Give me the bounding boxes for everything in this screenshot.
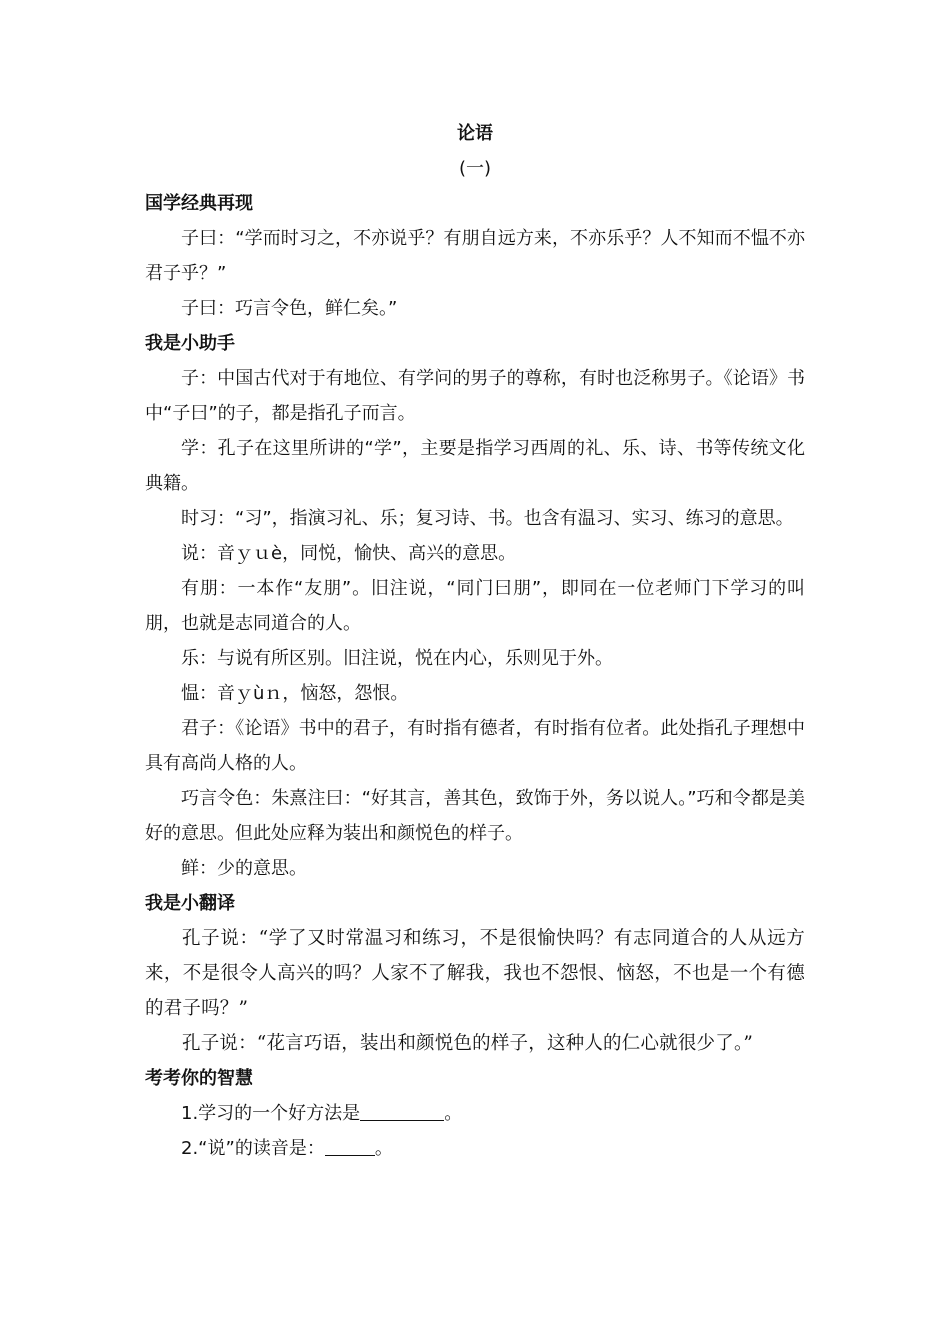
- annotation-paragraph: 乐：与说有所区别。旧注说，悦在内心，乐则见于外。: [181, 648, 613, 669]
- annotation-paragraph: 巧言令色：朱熹注曰：“好其言，善其色，致饰于外，务以说人。”巧和令都是美好的意思。但此处应释为装出和颜悦色的样子。: [145, 788, 805, 844]
- section-heading-helper: 我是小助手: [145, 333, 235, 354]
- annotation-paragraph: 愠：音ｙùｎ，恼怒，怨恨。: [181, 683, 409, 704]
- classic-text-paragraph: 子曰：“学而时习之，不亦说乎？有朋自远方来，不亦乐乎？人不知而不愠不亦君子乎？”: [145, 228, 805, 284]
- document-subtitle: (一): [458, 158, 492, 179]
- classic-text-paragraph: 子曰：巧言令色，鲜仁矣。”: [181, 298, 398, 319]
- document-body: [145, 116, 805, 1166]
- quiz-item-1: [145, 1096, 805, 1131]
- quiz-item-2: [145, 1131, 805, 1166]
- translation-paragraph: 孔子说：“学了又时常温习和练习，不是很愉快吗？有志同道合的人从远方来，不是很令人高兴的吗？人家不了解我，我也不怨恨、恼怒，不也是一个有德的君子吗？”: [145, 928, 805, 1019]
- answer-blank: [360, 1100, 444, 1121]
- answer-blank: [325, 1135, 375, 1156]
- annotation-paragraph: 时习：“习”，指演习礼、乐；复习诗、书。也含有温习、实习、练习的意思。: [181, 508, 794, 529]
- document-title: 论语: [457, 123, 493, 144]
- translation-paragraph: 孔子说：“花言巧语，装出和颜悦色的样子，这种人的仁心就很少了。”: [182, 1033, 754, 1054]
- quiz-question-suffix: 。: [374, 1138, 393, 1159]
- section-heading-quiz: 考考你的智慧: [145, 1068, 253, 1089]
- quiz-question-suffix: 。: [444, 1103, 463, 1124]
- annotation-paragraph: 子：中国古代对于有地位、有学问的男子的尊称，有时也泛称男子。《论语》书中“子曰”的子，都是指孔子而言。: [145, 368, 805, 424]
- quiz-question-text: 1.学习的一个好方法是: [181, 1103, 361, 1124]
- annotation-paragraph: 有朋：一本作“友朋”。旧注说，“同门曰朋”，即同在一位老师门下学习的叫朋，也就是志同道合的人。: [145, 578, 805, 634]
- annotation-paragraph: 君子：《论语》书中的君子，有时指有德者，有时指有位者。此处指孔子理想中具有高尚人格的人。: [145, 718, 805, 774]
- annotation-paragraph: 说：音ｙｕè，同悦，愉快、高兴的意思。: [181, 543, 517, 564]
- section-heading-classics: 国学经典再现: [145, 193, 253, 214]
- annotation-paragraph: 学：孔子在这里所讲的“学”，主要是指学习西周的礼、乐、诗、书等传统文化典籍。: [145, 438, 805, 494]
- annotation-paragraph: 鲜：少的意思。: [181, 858, 307, 879]
- section-heading-translation: 我是小翻译: [145, 893, 235, 914]
- quiz-question-text: 2.“说”的读音是：: [181, 1138, 325, 1159]
